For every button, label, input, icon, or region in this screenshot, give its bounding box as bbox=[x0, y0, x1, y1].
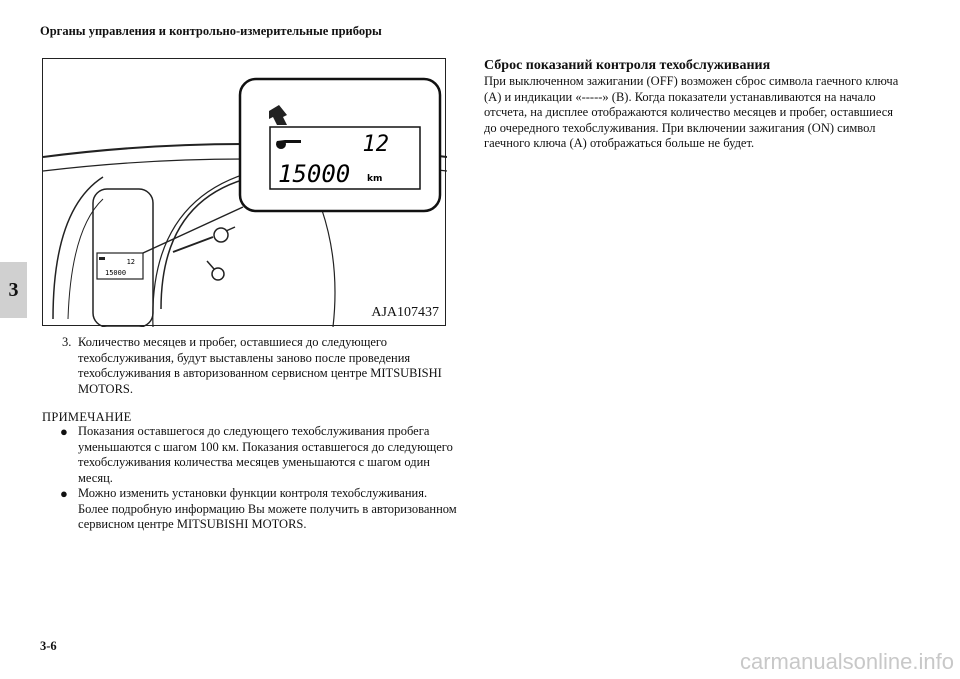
note-title: ПРИМЕЧАНИЕ bbox=[42, 410, 132, 424]
note-item-text: Можно изменить установки функции контроля техобслуживания. bbox=[78, 486, 428, 500]
note-list bbox=[60, 424, 460, 533]
bullet-icon: ● bbox=[60, 424, 68, 439]
chapter-tab bbox=[0, 262, 27, 318]
instrument-cluster-figure bbox=[42, 58, 446, 326]
trip-knob bbox=[214, 228, 228, 242]
step-3 bbox=[62, 335, 452, 397]
page-number: 3-6 bbox=[40, 639, 57, 653]
running-header: Органы управления и контрольно-измерительные приборы bbox=[40, 24, 382, 38]
chapter-number: 3 bbox=[8, 278, 19, 301]
section-title: Сброс показаний контроля техобслуживания bbox=[484, 58, 771, 73]
left-gauge-arc bbox=[53, 177, 103, 319]
note-item bbox=[60, 424, 460, 486]
bullet-icon: ● bbox=[60, 486, 68, 501]
section-body: При выключенном зажигании (OFF) возможен сброс символа гаечного ключа (A) и индикации «-----» (B). Когда показатели устанавливаются на начало отсчета, на дисплее отображаются количество месяцев и пробег, оставшиеся до очередного техобслуживания. При включении зажигания (ON) символ гаечного ключа (A) отображаться больше не будет. bbox=[484, 74, 899, 151]
cluster-display-months: 12 bbox=[126, 258, 135, 266]
step-text: Количество месяцев и пробег, оставшиеся до следующего техобслуживания, будут выставлены заново после проведения техобслуживания в авторизованном сервисном центре MITSUBISHI MOTORS. bbox=[78, 335, 442, 396]
step-number: 3. bbox=[62, 335, 72, 349]
lcd-months: 12 bbox=[362, 132, 389, 157]
reset-knob bbox=[212, 268, 224, 280]
cluster-wrench-mark bbox=[99, 257, 105, 260]
lcd-km: 15000 bbox=[278, 160, 351, 188]
figure-code: AJA107437 bbox=[371, 305, 439, 320]
cluster-illustration bbox=[43, 59, 447, 327]
note-item-text: Показания оставшегося до следующего техобслуживания пробега уменьшаются с шагом 100 км. Показания оставшегося до следующего техобслуживания количества месяцев уменьшаются с шагом один месяц. bbox=[78, 424, 453, 485]
lcd-unit: km bbox=[367, 174, 383, 184]
gauge-needle bbox=[173, 237, 213, 252]
note-item-text-2: Более подробную информацию Вы можете получить в авторизованном сервисном центре MITSUBISHI MOTORS. bbox=[78, 501, 457, 531]
note-item bbox=[60, 486, 460, 533]
cluster-display-km: 15000 bbox=[105, 269, 127, 277]
watermark: carmanualsonline.info bbox=[739, 649, 954, 674]
